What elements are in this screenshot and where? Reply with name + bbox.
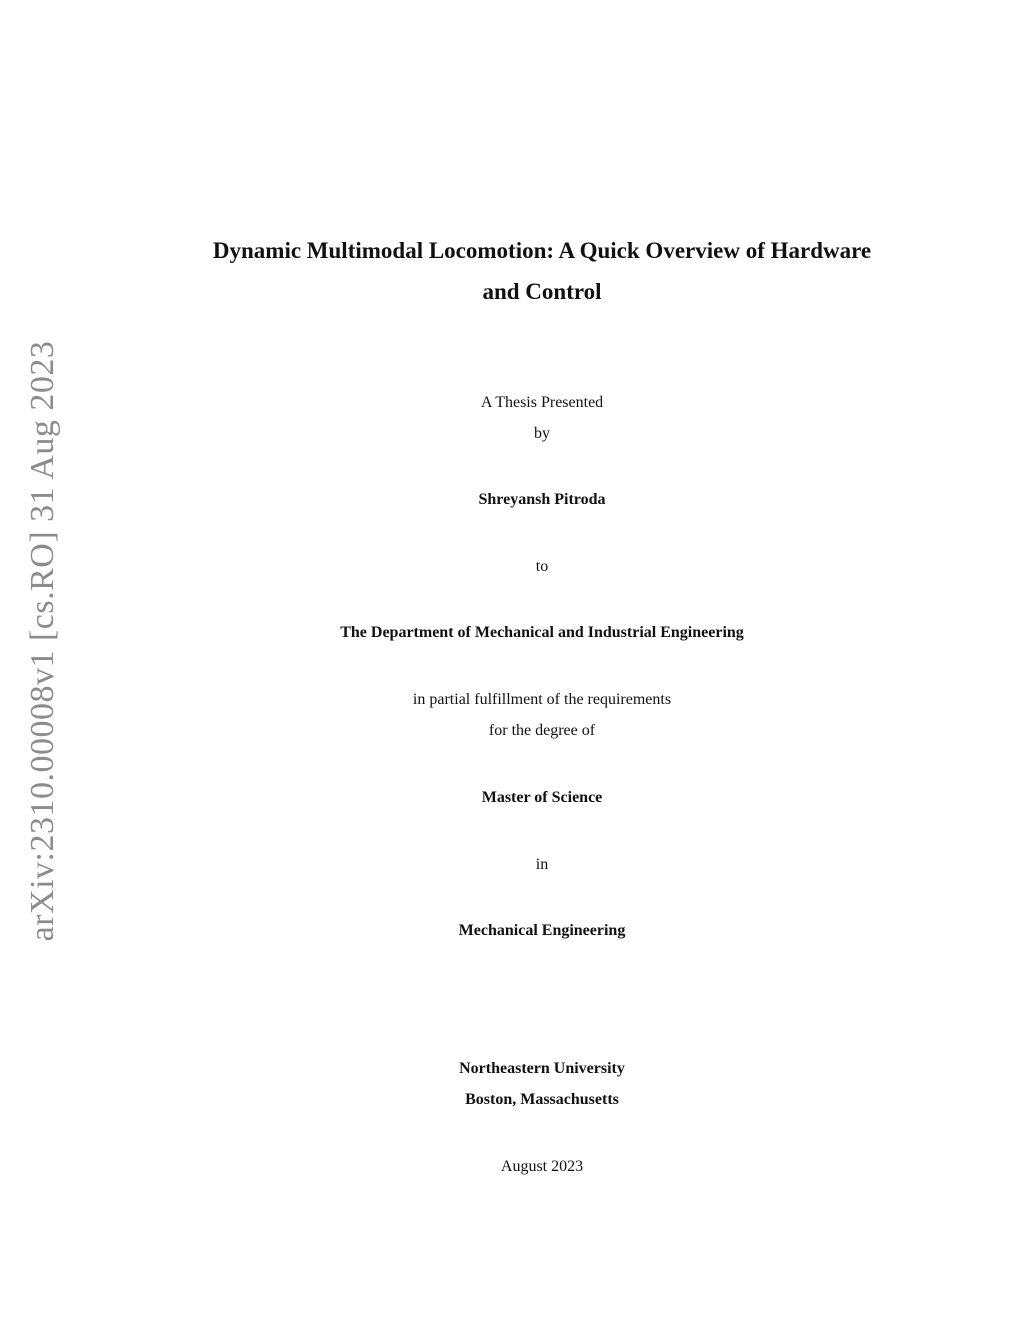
university-location: Boston, Massachusetts [465,1091,619,1108]
in-text: in [535,856,549,873]
department-name: The Department of Mechanical and Industrial Engineering [340,624,744,641]
degree-name: Master of Science [481,789,603,806]
university-name: Northeastern University [459,1060,625,1077]
thesis-presented-text: A Thesis Presented [480,394,604,411]
arxiv-identifier: arXiv:2310.00008v1 [cs.RO] 31 Aug 2023 [24,340,61,942]
field-name: Mechanical Engineering [458,922,626,939]
thesis-date: August 2023 [500,1158,584,1175]
title-line-1: Dynamic Multimodal Locomotion: A Quick Overview of Hardware [212,238,872,263]
fulfillment-line-1: in partial fulfillment of the requirements [412,691,672,708]
by-text: by [534,425,550,442]
fulfillment-line-2: for the degree of [488,722,596,739]
to-text: to [535,558,549,575]
author-name: Shreyansh Pitroda [478,491,606,508]
title-line-2: and Control [482,279,602,304]
